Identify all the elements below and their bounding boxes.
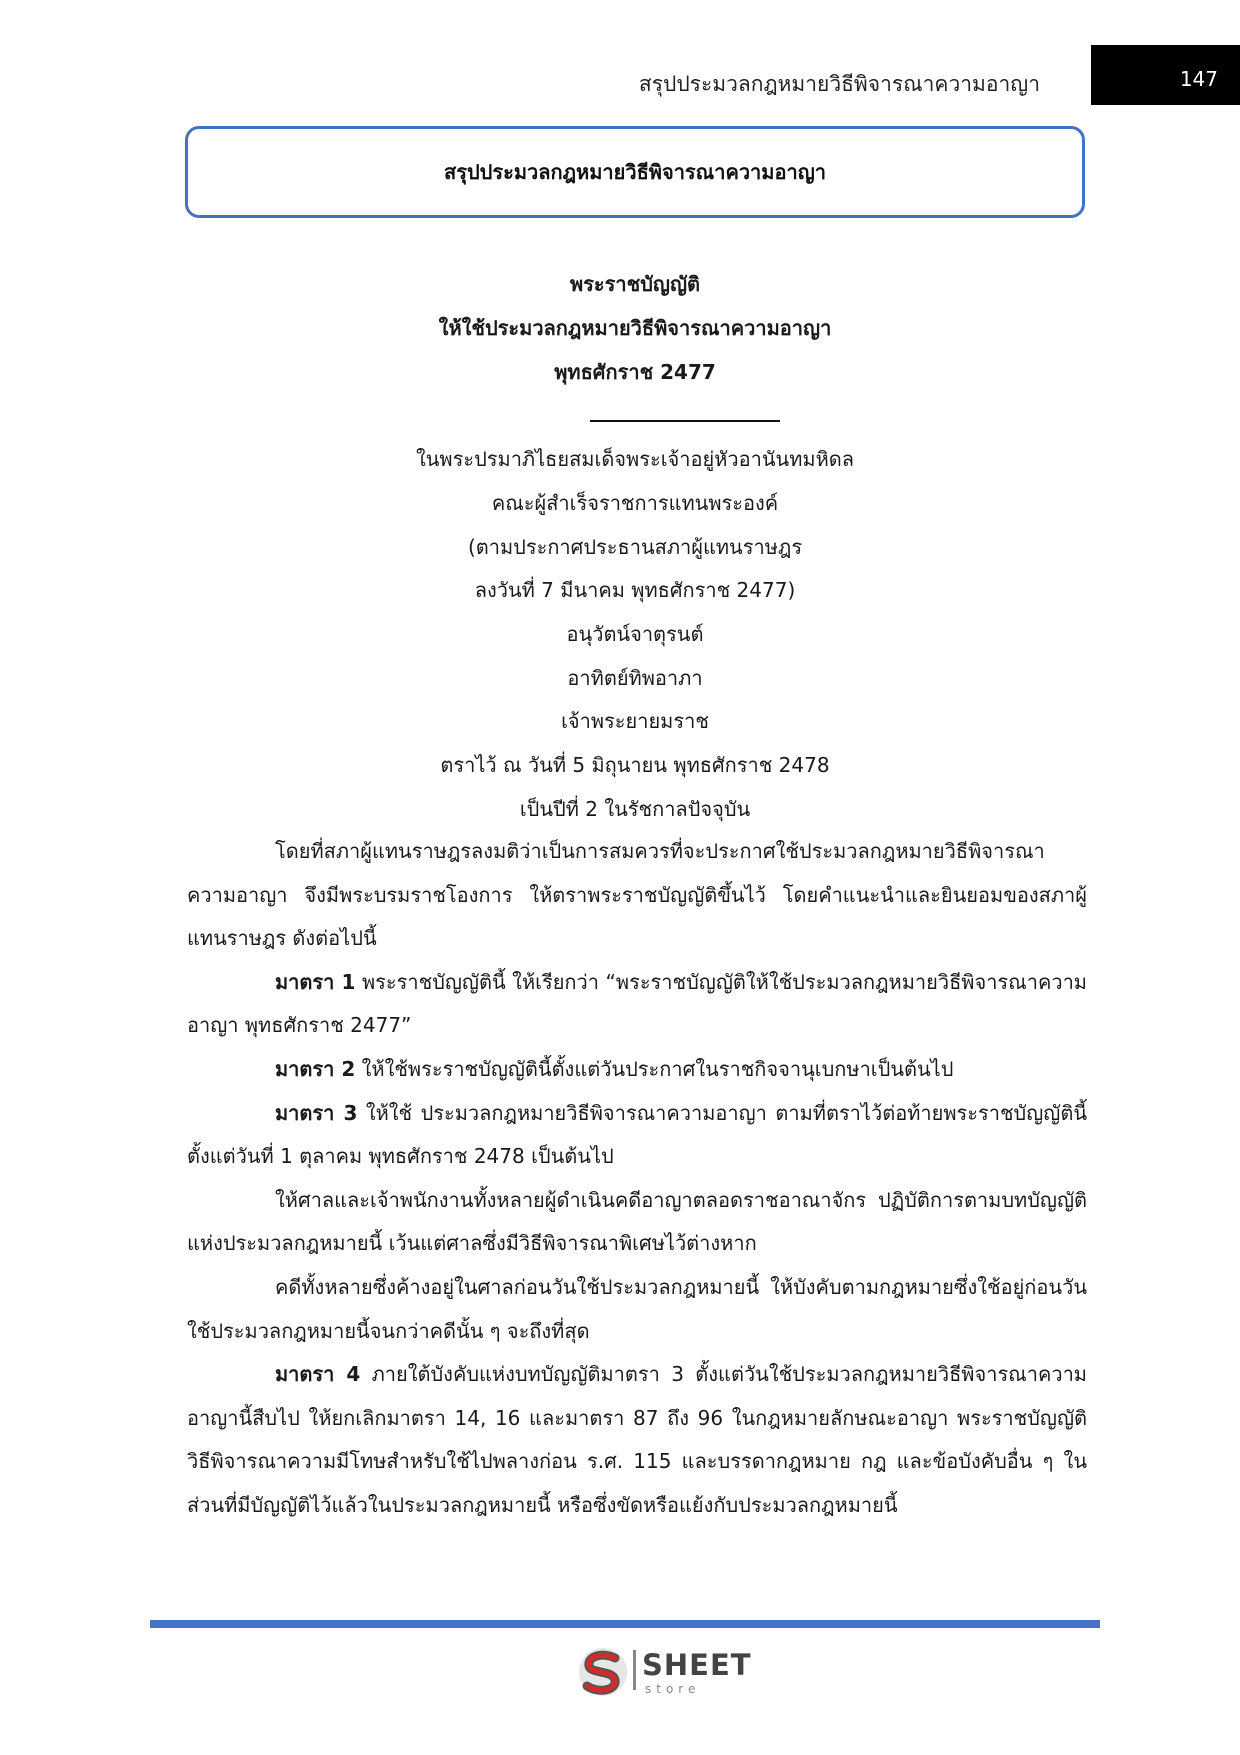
section-4-text: ภายใต้บังคับแห่งบทบัญญัติมาตรา 3 ตั้งแต่วันใช้ประมวลกฎหมายวิธีพิจารณาความอาญานี้สืบไป ให้ยกเลิกมาตรา 14, 16 และมาตรา 87 ถึง 96 ในกฎหมายลักษณะอาญา พระราชบัญญัติวิธีพิจารณาความมีโทษสำหรับใช้ไปพลางก่อน ร.ศ. 115 และบรรดากฎหมาย กฎ และข้อบังคับอื่น ๆ ในส่วนที่มีบัญญัติไว้แล้วในประมวลกฎหมายนี้ หรือซึ่งขัดหรือแย้งกับประมวลกฎหมายนี้ bbox=[187, 1362, 1087, 1517]
running-header-title: สรุปประมวลกฎหมายวิธีพิจารณาความอาญา bbox=[638, 72, 1040, 96]
section-4-label: มาตรา 4 bbox=[275, 1362, 361, 1387]
section-title: สรุปประมวลกฎหมายวิธีพิจารณาความอาญา bbox=[444, 160, 826, 184]
logo-divider bbox=[633, 1650, 636, 1690]
section-2-text: ให้ใช้พระราชบัญญัตินี้ตั้งแต่วันประกาศในราชกิจจานุเบกษาเป็นต้นไป bbox=[355, 1056, 954, 1081]
preamble-line: เป็นปีที่ 2 ในรัชกาลปัจจุบัน bbox=[519, 797, 751, 821]
section-1-label: มาตรา 1 bbox=[275, 969, 356, 994]
section-2-paragraph bbox=[187, 1048, 1087, 1092]
section-title-box bbox=[185, 126, 1085, 218]
section-3-text: ให้ใช้ ประมวลกฎหมายวิธีพิจารณาความอาญา ตามที่ตราไว้ต่อท้ายพระราชบัญญัตินี้ตั้งแต่วันที่ 1 ตุลาคม พุทธศักราช 2478 เป็นต้นไป bbox=[187, 1100, 1087, 1169]
section-1-paragraph bbox=[187, 961, 1087, 1048]
preamble-line: (ตามประกาศประธานสภาผู้แทนราษฎร bbox=[467, 535, 803, 559]
logo-subword: store bbox=[645, 1682, 701, 1696]
footer-rule bbox=[150, 1620, 1100, 1628]
intro-paragraph: โดยที่สภาผู้แทนราษฎรลงมติว่าเป็นการสมควรที่จะประกาศใช้ประมวลกฎหมายวิธีพิจารณาความอาญา จึงมีพระบรมราชโองการ ให้ตราพระราชบัญญัติขึ้นไว้ โดยคำแนะนำและยินยอมของสภาผู้แทนราษฎร ดังต่อไปนี้ bbox=[187, 839, 1087, 951]
preamble-line: ในพระปรมาภิไธยสมเด็จพระเจ้าอยู่หัวอานันทมหิดล bbox=[415, 447, 855, 471]
act-body bbox=[187, 830, 1087, 1528]
page-number: 147 bbox=[1179, 67, 1218, 91]
section-3-paragraph bbox=[187, 1092, 1087, 1179]
preamble-line: อาทิตย์ทิพอาภา bbox=[567, 666, 703, 690]
section-1-text: พระราชบัญญัตินี้ ให้เรียกว่า “พระราชบัญญัติให้ใช้ประมวลกฎหมายวิธีพิจารณาความอาญา พุทธศักราช 2477” bbox=[187, 969, 1087, 1038]
section-2-label: มาตรา 2 bbox=[275, 1056, 356, 1081]
preamble-line: เจ้าพระยายมราช bbox=[561, 709, 709, 733]
logo-s-icon bbox=[575, 1644, 631, 1700]
divider-rule bbox=[590, 420, 780, 422]
preamble-line: ตราไว้ ณ วันที่ 5 มิถุนายน พุทธศักราช 2478 bbox=[440, 753, 830, 777]
section-3-label: มาตรา 3 bbox=[275, 1100, 358, 1125]
sheet-store-logo bbox=[575, 1644, 752, 1700]
section-3-paragraph-3: คดีทั้งหลายซึ่งค้างอยู่ในศาลก่อนวันใช้ประมวลกฎหมายนี้ ให้บังคับตามกฎหมายซึ่งใช้อยู่ก่อนวันใช้ประมวลกฎหมายนี้จนกว่าคดีนั้น ๆ จะถึงที่สุด bbox=[187, 1274, 1087, 1343]
preamble-line: อนุวัตน์จาตุรนต์ bbox=[566, 622, 704, 646]
act-heading-line2: ให้ใช้ประมวลกฎหมายวิธีพิจารณาความอาญา bbox=[438, 316, 832, 340]
act-heading-line1: พระราชบัญญัติ bbox=[570, 272, 700, 296]
preamble-line: ลงวันที่ 7 มีนาคม พุทธศักราช 2477) bbox=[474, 578, 796, 602]
preamble-line: คณะผู้สำเร็จราชการแทนพระองค์ bbox=[491, 491, 779, 515]
section-3-paragraph-2: ให้ศาลและเจ้าพนักงานทั้งหลายผู้ดำเนินคดีอาญาตลอดราชอาณาจักร ปฏิบัติการตามบทบัญญัติแห่งประมวลกฎหมายนี้ เว้นแต่ศาลซึ่งมีวิธีพิจารณาพิเศษไว้ต่างหาก bbox=[187, 1187, 1087, 1256]
act-heading-line3: พุทธศักราช 2477 bbox=[554, 360, 716, 384]
section-4-paragraph bbox=[187, 1353, 1087, 1527]
logo-word: SHEET bbox=[642, 1648, 752, 1682]
page-number-box bbox=[1091, 45, 1240, 105]
